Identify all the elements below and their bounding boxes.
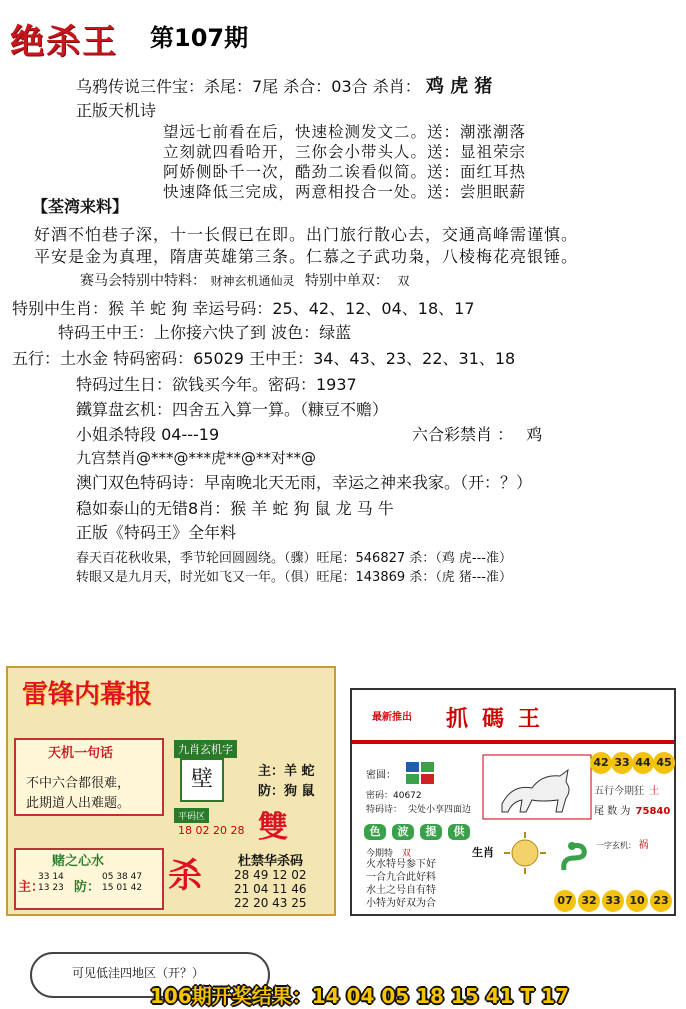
sentence-value: 祸 — [638, 840, 649, 851]
crow-line — [76, 72, 492, 98]
nine-palace-line: 九宫禁肖@***@***虎**@**对**@ — [76, 449, 317, 467]
tag-label: 提 — [420, 824, 442, 840]
six-ban-value: 鸡 — [526, 425, 543, 444]
tail-label: 尾 数 为 — [594, 806, 631, 817]
horse-image-icon — [482, 754, 592, 820]
poem-line-4: 快速降低三完成，两意相投合一处。送：尝胆眠薪 — [163, 183, 527, 201]
tag-label: 波 — [392, 824, 414, 840]
single-double-value: 双 — [397, 274, 410, 288]
sun-icon — [502, 830, 548, 876]
big-poem-2: 平安是金为真理，隋唐英雄第三条。仁慕之子武功枭，八棱梅花亮银锤。 — [34, 247, 579, 266]
main-pick: 主：羊 蛇 — [258, 764, 315, 779]
defend-nums-label: 防： — [74, 880, 101, 895]
main-nums: 33 14 13 23 — [38, 872, 64, 893]
lucky-ball: 07 — [554, 890, 576, 912]
poem-row-3: 水土之号自有特 — [366, 885, 436, 896]
five-value: 土 — [649, 786, 660, 797]
tag-label: 色 — [364, 824, 386, 840]
poem-row-4: 小特为好双为合 — [366, 898, 436, 909]
zhuamawang-panel — [350, 688, 676, 916]
birthday-line: 特码过生日：欲钱买今年。密码：1937 — [76, 375, 357, 394]
poem-line-1: 望远七前看在后，快速检测发文二。送：潮涨潮落 — [163, 123, 527, 141]
kill-char: 杀 — [168, 856, 202, 896]
poem-row-2: 一合九合此好料 — [366, 872, 436, 883]
tail-line — [594, 802, 670, 817]
six-ban-label: 六合彩禁肖 ： — [412, 425, 514, 444]
double-char: 雙 — [258, 810, 288, 845]
heaven-poem-heading: 正版天机诗 — [76, 101, 157, 120]
miss-line: 小姐杀特段 04---19 — [76, 425, 220, 444]
latest-label: 最新推出 — [372, 712, 412, 723]
element-line: 五行：土水金 特码密码：65029 王中王：34、43、23、22、31、18 — [12, 349, 516, 368]
lucky-ball: 33 — [611, 752, 633, 774]
zodiac-note: 生肖 — [472, 846, 494, 859]
flat-numbers: 18 02 20 28 — [178, 824, 245, 837]
secret-label: 密圆： — [366, 770, 396, 781]
five-label: 五行今期狂 — [594, 786, 644, 797]
bank-logo-icon — [406, 762, 434, 784]
secret-code: 密码：40672 — [366, 791, 422, 801]
special-poem: 尖处小享四面边 — [408, 805, 472, 815]
tag-label: 供 — [448, 824, 470, 840]
king-line: 特码王中王：上你接六快了到 波色：绿蓝 — [58, 323, 352, 342]
defend-nums: 05 38 47 15 01 42 — [102, 872, 143, 893]
main-nums-label: 主： — [18, 880, 45, 895]
leifeng-panel — [6, 666, 336, 916]
lucky-ball: 33 — [602, 890, 624, 912]
luck-label: 今期特 — [366, 849, 394, 859]
single-double-label: 特别中单双： — [304, 273, 389, 289]
zhuamawang-title: 抓碼王 — [446, 706, 555, 732]
crow-zodiac: 鸡 虎 猪 — [425, 76, 493, 97]
horse-value: 财神玄机通仙灵 — [210, 274, 295, 288]
cloud-text: 可见低洼四地区（开？） — [72, 966, 205, 980]
poem-line-3: 阿娇侧卧千一次，酷劲二诶看似简。送：面红耳热 — [163, 163, 527, 181]
poem-row-1: 火水特号参下好 — [366, 859, 436, 870]
section-heading: 【荃湾来料】 — [32, 197, 129, 216]
luck-value: 双 — [401, 849, 411, 859]
lucky-ball: 45 — [653, 752, 675, 774]
wall-char: 壁 — [180, 758, 224, 802]
tail-value: 75840 — [635, 806, 671, 817]
heaven-title: 天机一句话 — [48, 746, 114, 761]
big-poem-1: 好酒不怕巷子深，十一长假已在即。出门旅行散心去，交通高峰需谨慎。 — [34, 225, 579, 244]
lucky-ball: 23 — [650, 890, 672, 912]
leifeng-title: 雷锋内幕报 — [22, 680, 153, 710]
snake-icon — [558, 842, 594, 876]
issue-number: 第107期 — [150, 24, 249, 52]
five-line — [594, 782, 659, 797]
macau-line: 澳门双色特码诗：早南晚北天无雨，幸运之神来我家。（开：？） — [76, 473, 533, 492]
heart-title: 赌之心水 — [52, 854, 105, 869]
lucky-ball: 42 — [590, 752, 612, 774]
lucky-ball: 32 — [578, 890, 600, 912]
lucky-ball: 10 — [626, 890, 648, 912]
wall-label: 九肖玄机字 — [174, 740, 237, 758]
sentence-label: 一字玄机： — [596, 841, 636, 850]
crow-line-label: 乌鸦传说三件宝：杀尾：7尾 杀合：03合 杀肖： — [76, 77, 421, 96]
sentence-line — [596, 836, 649, 851]
logo-title: 绝杀王 — [10, 22, 118, 62]
flat-label: 平码区 — [174, 808, 209, 823]
kill-title: 杜禁华杀码 — [238, 854, 304, 869]
turn-line: 转眼又是九月天，时光如飞又一年。（俱）旺尾：143869 杀：（虎 猪---准） — [76, 570, 512, 585]
stable-line: 稳如泰山的无错8肖：猴 羊 蛇 狗 鼠 龙 马 牛 — [76, 499, 394, 518]
heaven-text-2: 此期道人出难题。 — [26, 796, 131, 811]
defend-pick: 防：狗 鼠 — [258, 784, 315, 799]
six-ban-line — [412, 422, 542, 445]
draw-result: 106期开奖结果：14 04 05 18 15 41 T 17 — [150, 984, 569, 1008]
heaven-text-1: 不中六合都很难， — [26, 776, 131, 791]
lucky-ball: 44 — [632, 752, 654, 774]
spring-line: 春天百花秋收果，季节轮回圆圆绕。（骤）旺尾：546827 杀：（鸡 虎---准） — [76, 551, 512, 566]
special-poem-label: 特码诗： — [366, 805, 403, 815]
horse-label: 赛马会特别中特料： — [80, 273, 206, 289]
kill-numbers: 28 49 12 02 21 04 11 46 22 20 43 25 — [234, 868, 307, 910]
red-rule — [352, 740, 674, 744]
zodiac-line: 特别中生肖：猴 羊 蛇 狗 幸运号码：25、42、12、04、18、17 — [12, 299, 475, 318]
annual-line: 正版《特码王》全年料 — [76, 523, 237, 542]
poem-line-2: 立刻就四看哈开，三你会小带头人。送：显祖荣宗 — [163, 143, 527, 161]
abacus-line: 鐵算盘玄机：四舍五入算一算。（糠豆不赡） — [76, 400, 389, 419]
horse-line — [80, 270, 409, 290]
poem-block — [366, 858, 436, 910]
